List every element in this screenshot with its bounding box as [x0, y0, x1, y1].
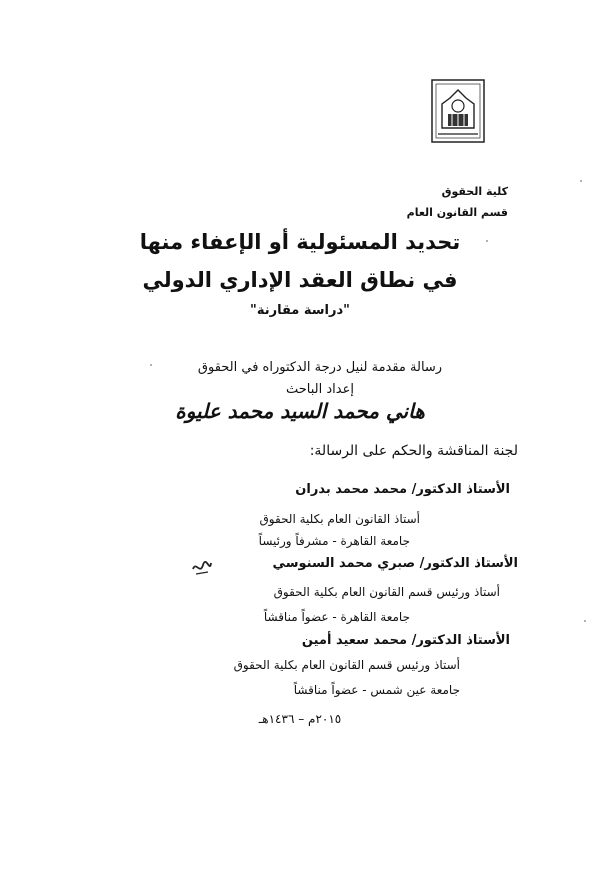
- member-2-position: أستاذ ورئيس قسم القانون العام بكلية الحقوق: [273, 585, 500, 599]
- title-line-2: في نطاق العقد الإداري الدولي: [142, 268, 458, 292]
- member-1-position: أستاذ القانون العام بكلية الحقوق: [259, 512, 420, 526]
- thesis-date: ٢٠١٥م – ١٤٣٦هـ: [258, 712, 342, 726]
- member-2-name: الأستاذ الدكتور/ صبري محمد السنوسي: [272, 556, 518, 571]
- prepared-by-label: إعداد الباحث: [286, 382, 354, 397]
- committee-heading: لجنة المناقشة والحكم على الرسالة:: [309, 443, 518, 459]
- faculty-name: كلية الحقوق: [441, 185, 508, 198]
- scan-speck: [580, 180, 582, 182]
- title-line-1: تحديد المسئولية أو الإعفاء منها: [139, 230, 461, 254]
- researcher-name: هاني محمد السيد محمد عليوة: [175, 399, 425, 423]
- member-3-position: أستاذ ورئيس قسم القانون العام بكلية الحقوق: [233, 658, 460, 672]
- submission-statement: رسالة مقدمة لنيل درجة الدكتوراه في الحقوق: [197, 360, 443, 375]
- scan-speck: [150, 364, 152, 366]
- department-name: قسم القانون العام: [406, 206, 508, 219]
- scan-speck: [486, 240, 488, 242]
- member-1-affiliation: جامعة القاهرة - مشرفاً ورئيساً: [258, 534, 410, 548]
- member-1-name: الأستاذ الدكتور/ محمد محمد بدران: [295, 482, 510, 497]
- member-3-name: الأستاذ الدكتور/ محمد سعيد أمين: [301, 633, 510, 648]
- member-2-affiliation: جامعة القاهرة - عضواً مناقشاً: [263, 610, 410, 624]
- university-logo-icon: [428, 78, 488, 162]
- member-3-affiliation: جامعة عين شمس - عضواً مناقشاً: [293, 683, 460, 697]
- signature-mark-icon: [190, 557, 214, 579]
- scan-speck: [584, 620, 586, 622]
- title-subtitle: "دراسة مقارنة": [250, 303, 350, 318]
